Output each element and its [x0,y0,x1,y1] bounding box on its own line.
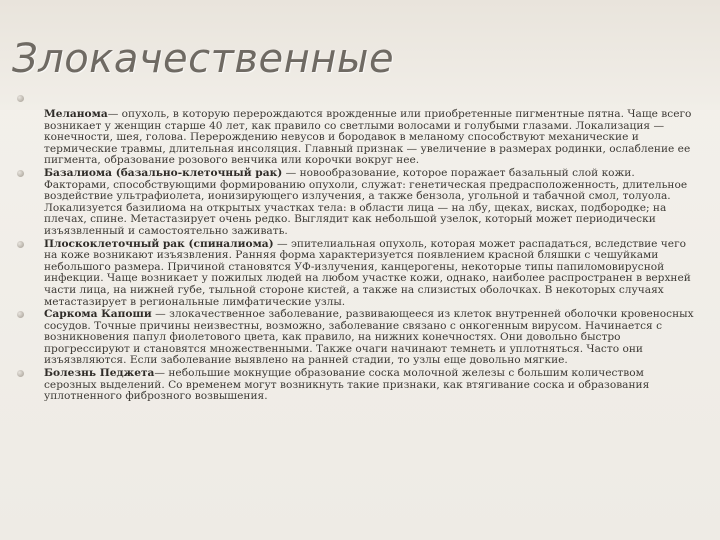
bullet-icon [17,170,24,177]
desc-paget: — небольшие мокнущие образование соска молочной железы с большим количеством серозных выделений. Со временем могут возникнуть такие признаки, как втягивание соска и образования уплотненного фиброзного возвышения. [44,367,650,403]
bullet-icon [17,311,24,318]
desc-spinalioma: — эпителиальная опухоль, которая может распадаться, вследствие чего на коже возникают изъязвления. Ранняя форма характеризуется появлением красной бляшки с чешуйками небольшого размера. Причиной становятся УФ-излучения, канцерогены, некоторые типы папиломовирусной инфекции. Чаще возникает у пожилых людей на любом участке кожи, однако, наиболее распространен в верхней части лица, на нижней губе, тыльной стороне кистей, а также на слизистых оболочках. В некоторых случаях метастазирует в региональные лимфатические узлы. [44,237,691,308]
bullet-icon [17,95,24,102]
bullet-icon [17,241,24,248]
list-item-paget [10,368,698,403]
desc-kaposi: — злокачественное заболевание, развивающееся из клеток внутренней оболочки кровеносных сосудов. Точные причины неизвестны, возможно, заболевание связано с онкогенным вирусом. Начинается с возникновения папул фиолетового цвета, как правило, на нижних конечностях. Они довольно быстро прогрессируют и становятся множественными. Также очаги начинают темнеть и уплотняться. Часто они изъязвляются. Если заболевание выявлено на ранней стадии, то узлы еще довольно мягкие. [44,308,694,367]
term-basalioma: Базалиома (базально-клеточный рак) [44,166,283,179]
list-item-empty [10,92,698,108]
desc-melanoma: — опухоль, в которую перерождаются врожденные или приобретенные пигментные пятна. Чаще всего возникает у женщин старше 40 лет, как правило со светлыми волосами и голубыми глазами. Локализация — конечности, шея, голова. Перерождению невусов и бородавок в меланому способствуют механические и термические травмы, длительная инсоляция. Главный признак — увеличение в размерах родинки, ослабление ее пигмента, образование розового венчика или корочки вокруг нее. [44,108,692,167]
bullet-list [10,92,698,404]
term-spinalioma: Плоскоклеточный рак (спиналиома) [44,237,274,250]
list-item-spinalioma [10,239,698,309]
slide-title: Злокачественные [12,36,395,82]
list-item-kaposi [10,309,698,367]
bullet-icon [17,370,24,377]
desc-basalioma: — новообразование, которое поражает базальный слой кожи. Факторами, способствующими формированию опухоли, служат: генетическая предрасположенность, длительное воздействие ультрафиолета, ионизирующего излучения, а также бензола, угольной и табачной смол, толуола. Локализуется базилиома на открытых участках тела: в области лица — на лбу, щеках, висках, подбородке; на плечах, спине. Метастазирует очень редко. Выглядит как небольшой узелок, который может периодически изъязвленный и самостоятельно заживать. [44,166,688,237]
term-melanoma: Меланома [44,108,108,120]
term-kaposi: Саркома Капоши [44,308,152,321]
term-paget: Болезнь Педжета [44,367,155,380]
list-item-basalioma [10,168,698,238]
list-item-melanoma [10,109,698,167]
